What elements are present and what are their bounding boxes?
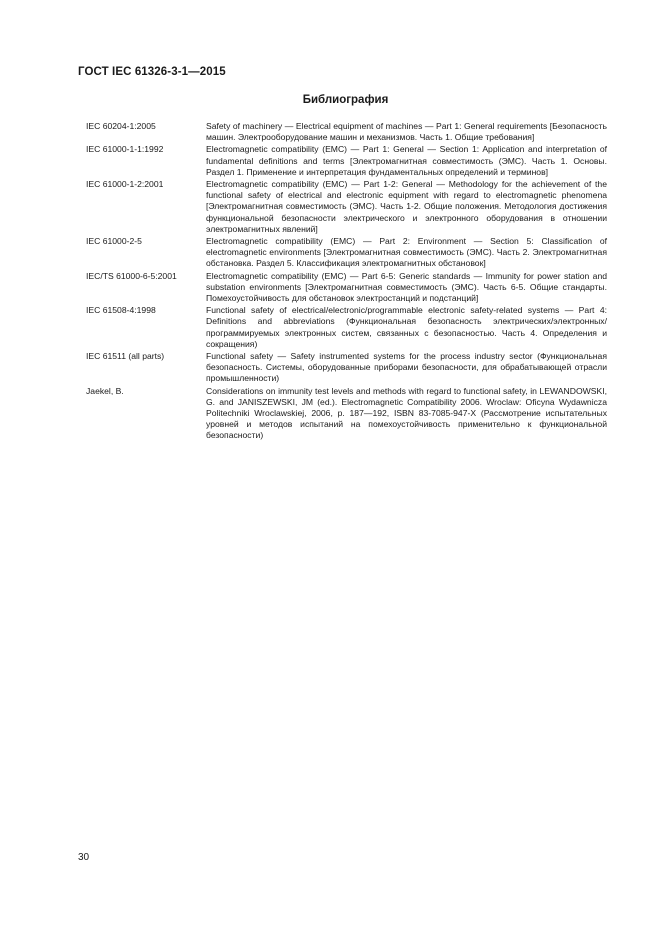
entry-reference: IEC/TS 61000-6-5:2001	[86, 270, 177, 281]
bibliography-entry	[86, 386, 610, 442]
entry-reference: IEC 61511 (all parts)	[86, 351, 165, 362]
bibliography-entry	[86, 305, 610, 350]
entry-reference: IEC 61000-2-5	[86, 236, 142, 247]
bibliography-entry	[86, 121, 610, 143]
entry-reference: IEC 60204-1:2005	[86, 121, 156, 131]
entry-description: Electromagnetic compatibility (EMC) — Part 1-2: General — Methodology for the achievement of the functional safety of electrical and electronic equipment with regard to electromagnetic phenomena [Электромагнитная совместимость (ЭМС). Часть 1-2. Общие положения. Методология достижения функциональной безопасности электрического и электронного оборудования в отношении электромагнитных явлений]	[206, 179, 607, 234]
entry-reference: Jaekel, B.	[86, 385, 124, 396]
entry-description: Electromagnetic compatibility (EMC) — Part 1: General — Section 1: Application and interpretation of fundamental definitions and terms [Электромагнитная совместимость (ЭМС). Часть 1. Основы. Раздел 1. Применение и интерпретация фундаментальных определений и терминов]	[206, 144, 607, 177]
entry-description: Considerations on immunity test levels and methods with regard to functional safety, in LEWANDOWSKI, G. and JANISZEWSKI, JM (ed.). Electromagnetic Compatibility 2006. Wroclaw: Oficyna Wydawnicza Politechniki Wroclawskiej, 2006, p. 187—192, ISBN 83-7085-947-X (Рассмотрение испытательных уровней и методов испытаний на помехоустойчивость применительно к функциональной безопасности)	[206, 385, 607, 441]
entry-description: Electromagnetic compatibility (EMC) — Part 2: Environment — Section 5: Classification of electromagnetic environments [Электромагнитная совместимость (ЭМС). Часть 2. Электромагнитная обстановка. Раздел 5. Классификация электромагнитных обстановок]	[206, 236, 607, 269]
bibliography-list	[86, 121, 610, 443]
bibliography-entry	[86, 271, 610, 305]
page-number: 30	[78, 852, 90, 863]
entry-description: Electromagnetic compatibility (EMC) — Part 6-5: Generic standards — Immunity for power station and substation environments [Электромагнитная совместимость (ЭМС). Часть 6-5. Общие стандарты. Помехоустойчивость для обстановок электростанций и подстанций]	[206, 270, 607, 304]
bibliography-entry	[86, 179, 610, 235]
entry-description: Functional safety of electrical/electronic/programmable electronic safety-related systems — Part 4: Definitions and abbreviations (Функциональная безопасность электрических/электронных/программируемых электронных систем, связанных с безопасностью. Часть 4. Определения и сокращения)	[206, 305, 607, 349]
entry-reference: IEC 61508-4:1998	[86, 305, 156, 316]
bibliography-entry	[86, 236, 610, 270]
entry-reference: IEC 61000-1-1:1992	[86, 144, 164, 155]
entry-description: Functional safety — Safety instrumented systems for the process industry sector (Функциональная безопасность. Системы, оборудованные приборами безопасности, для обрабатывающей отрасли промышленности)	[206, 351, 607, 384]
bibliography-entry	[86, 351, 610, 385]
entry-reference: IEC 61000-1-2:2001	[86, 179, 164, 190]
bibliography-entry	[86, 144, 610, 178]
document-header: ГОСТ IEC 61326-3-1—2015	[78, 66, 226, 78]
entry-description: Safety of machinery — Electrical equipment of machines — Part 1: General requirements [Безопасность машин. Электрооборудование машин и механизмов. Часть 1. Общие требования]	[206, 121, 607, 143]
page-title: Библиография	[302, 94, 389, 106]
